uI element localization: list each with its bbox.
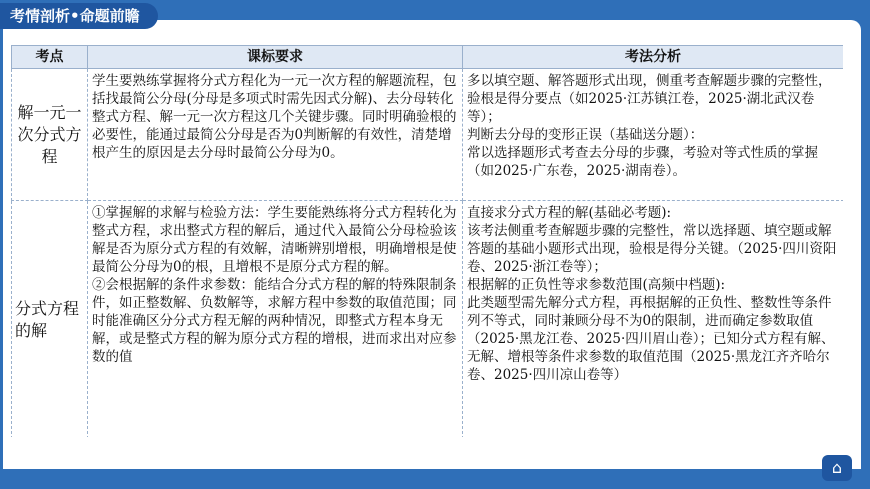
column-header-topic: 考点	[12, 46, 88, 69]
footer-bar	[0, 469, 870, 489]
home-button[interactable]	[822, 455, 852, 481]
analysis-subheading: 判断去分母的变形正误（基础送分题）：	[467, 127, 704, 143]
analysis-text: 多以填空题、解答题形式出现，侧重考查解题步骤的完整性，验根是得分要点（如2025·江苏镇江卷，2025·湖北武汉卷等）；	[467, 73, 832, 125]
requirement-cell	[88, 69, 463, 201]
analysis-text: 常以选择题形式考查去分母的步骤，考验对等式性质的掌握（如2025·广东卷，2025·湖南卷）。	[467, 145, 818, 179]
table-row	[12, 201, 844, 438]
analysis-table-wrapper	[11, 45, 843, 437]
analysis-cell	[463, 201, 844, 438]
home-icon: ⌂	[831, 458, 843, 477]
analysis-text: 该考法侧重考查解题步骤的完整性，常以选择题、填空题或解答题的基础小题形式出现，验根是得分关键。（2025·四川资阳卷、2025·浙江卷等）；	[467, 223, 837, 275]
section-title: 考情剖析•命题前瞻	[0, 3, 158, 29]
analysis-cell	[463, 69, 844, 201]
requirement-cell	[88, 201, 463, 438]
analysis-table	[11, 45, 843, 437]
table-row	[12, 69, 844, 201]
analysis-subheading: 直接求分式方程的解(基础必考题):	[467, 205, 672, 221]
topic-cell: 分式方程的解	[12, 201, 88, 438]
column-header-requirement: 课标要求	[88, 46, 463, 69]
requirement-text: 学生要熟练掌握将分式方程化为一元一次方程的解题流程，包括找最简公分母(分母是多项式时需先因式分解)、去分母转化整式方程、解一元一次方程这几个关键步骤。同时明确验根的必要性，能通过最简公分母是否为0判断解的有效性，清楚增根产生的原因是去分母时最简公分母为0。	[92, 73, 457, 161]
analysis-text: 此类题型需先解分式方程，再根据解的正负性、整数性等条件列不等式，同时兼顾分母不为0的限制，进而确定参数取值（2025·黑龙江卷、2025·四川眉山卷）；已知分式方程有解、无解、增根等条件求参数的取值范围（2025·黑龙江齐齐哈尔卷、2025·四川凉山卷等）	[467, 295, 835, 383]
column-header-analysis: 考法分析	[463, 46, 844, 69]
requirement-text: ②会根据解的条件求参数：能结合分式方程的解的特殊限制条件，如正整数解、负数解等，求解方程中参数的取值范围；同时能准确区分分式方程无解的两种情况，即整式方程本身无解，或是整式方程的解为原分式方程的增根，进而求出对应参数的值	[92, 277, 457, 365]
topic-cell: 解一元一次分式方程	[12, 69, 88, 201]
requirement-text: ①掌握解的求解与检验方法：学生要能熟练将分式方程转化为整式方程，求出整式方程的解后，通过代入最简公分母检验该解是否为原分式方程的有效解，清晰辨别增根，明确增根是使最简公分母为0的根，且增根不是原分式方程的解。	[92, 205, 457, 275]
analysis-subheading: 根据解的正负性等求参数范围(高频中档题):	[467, 277, 726, 293]
table-header-row	[12, 46, 844, 69]
